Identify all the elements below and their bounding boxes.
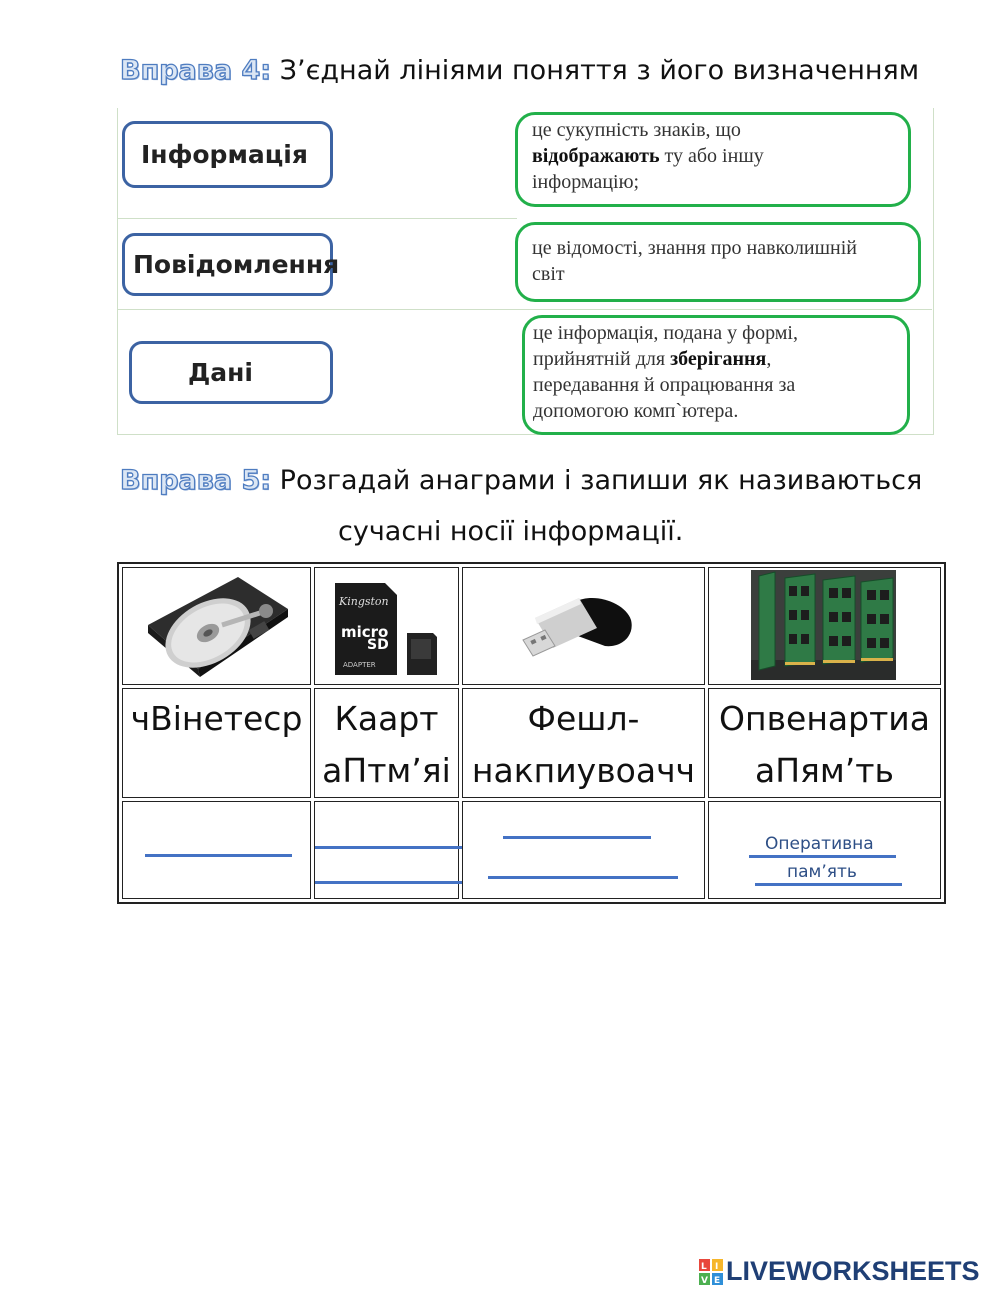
definition-line: це інформація, подана у формі, (533, 322, 798, 344)
definition-text: , (766, 348, 772, 370)
sd-adapter-text: ADAPTER (343, 661, 376, 669)
answer-cell-hdd[interactable] (122, 801, 311, 899)
image-cell-sd (314, 567, 459, 685)
image-cell-hdd (122, 567, 311, 685)
answer-line (503, 836, 651, 839)
exercise4-heading (120, 54, 919, 88)
answer-text: Оперативна (765, 834, 874, 854)
liveworksheets-logo[interactable] (699, 1256, 980, 1287)
exercise5-heading (120, 464, 922, 498)
definition-line: це відомості, знання про навколишній (532, 237, 857, 259)
answer-line (315, 881, 462, 884)
exercise5-instruction-line2: сучасні носії інформації. (338, 516, 684, 547)
term-message[interactable] (122, 233, 340, 296)
anagram-table (117, 562, 946, 904)
anagram-line: Каарт (334, 699, 439, 738)
definition-text: ту або іншу (659, 145, 764, 167)
answer-cell-ram[interactable] (708, 801, 941, 899)
term-label: Дані (188, 358, 253, 387)
answer-text: пам’ять (787, 862, 857, 882)
image-row (122, 567, 941, 685)
logo-mark-letter: E (714, 1275, 721, 1285)
anagram-cell (314, 688, 459, 798)
anagram-line: Фешл- (527, 699, 640, 738)
definition-bold: зберігання (670, 348, 767, 370)
anagram-word (709, 689, 940, 797)
hard-disk-drive-icon (138, 573, 298, 681)
exercise4-row-divider-left (117, 218, 517, 219)
logo-text: LIVEWORKSHEETS (726, 1256, 980, 1286)
term-label: Інформація (141, 140, 308, 169)
definition-line: світ (532, 263, 565, 285)
definition-knowledge[interactable] (515, 222, 921, 302)
answer-line (488, 876, 678, 879)
definition-line: інформацію; (532, 171, 640, 193)
exercise4-label: Вправа 4: (120, 55, 272, 86)
definition-line (533, 346, 893, 372)
exercise5-instruction: Розгадай анаграми і запиши як називаються (279, 465, 923, 496)
memory-card-icon (325, 571, 450, 681)
logo-mark-letter: V (701, 1275, 708, 1285)
exercise4-row-divider (117, 309, 932, 310)
anagram-line: аПям’ть (755, 751, 894, 790)
definition-line (532, 143, 894, 169)
answer-row (122, 801, 941, 899)
term-information[interactable] (122, 121, 333, 188)
exercise5-label: Вправа 5: (120, 465, 272, 496)
anagram-word (123, 689, 310, 745)
exercise4-instruction: З’єднай лініями поняття з його визначенням (279, 55, 920, 86)
logo-mark-letter: L (701, 1261, 707, 1272)
definition-line: це сукупність знаків, що (532, 119, 741, 141)
term-label: Повідомлення (133, 250, 340, 279)
image-cell-usb (462, 567, 705, 685)
definition-bold: відображають (532, 145, 660, 167)
anagram-line: чВінетеср (130, 699, 303, 738)
answer-line (755, 883, 902, 886)
anagram-cell (462, 688, 705, 798)
anagram-cell (708, 688, 941, 798)
sd-micro-text: micro (341, 623, 389, 641)
answer-line (145, 854, 292, 857)
answer-cell-sd[interactable] (314, 801, 459, 899)
anagram-line: накпиувоачч (471, 751, 696, 790)
definition-computer[interactable] (522, 315, 910, 435)
answer-line (749, 855, 896, 858)
answer-line (315, 846, 462, 849)
definition-signs[interactable] (515, 112, 911, 207)
sd-brand-text: Kingston (339, 595, 389, 608)
usb-flash-drive-icon (515, 578, 655, 678)
liveworksheets-mark-icon (699, 1259, 723, 1285)
anagram-line: аПтм’яі (322, 751, 451, 790)
definition-line: передавання й опрацювання за (533, 374, 796, 396)
anagram-row (122, 688, 941, 798)
logo-mark-letter: I (715, 1261, 719, 1272)
ram-modules-icon (751, 570, 896, 680)
term-data[interactable] (129, 341, 333, 404)
anagram-line: Опвенартиа (719, 699, 930, 738)
anagram-word (315, 689, 458, 797)
anagram-word (463, 689, 704, 797)
anagram-cell (122, 688, 311, 798)
definition-text: прийнятній для (533, 348, 671, 370)
definition-line: допомогою комп`ютера. (533, 400, 739, 422)
image-cell-ram (708, 567, 941, 685)
sd-logo-text: SD (367, 637, 389, 653)
answer-cell-usb[interactable] (462, 801, 705, 899)
